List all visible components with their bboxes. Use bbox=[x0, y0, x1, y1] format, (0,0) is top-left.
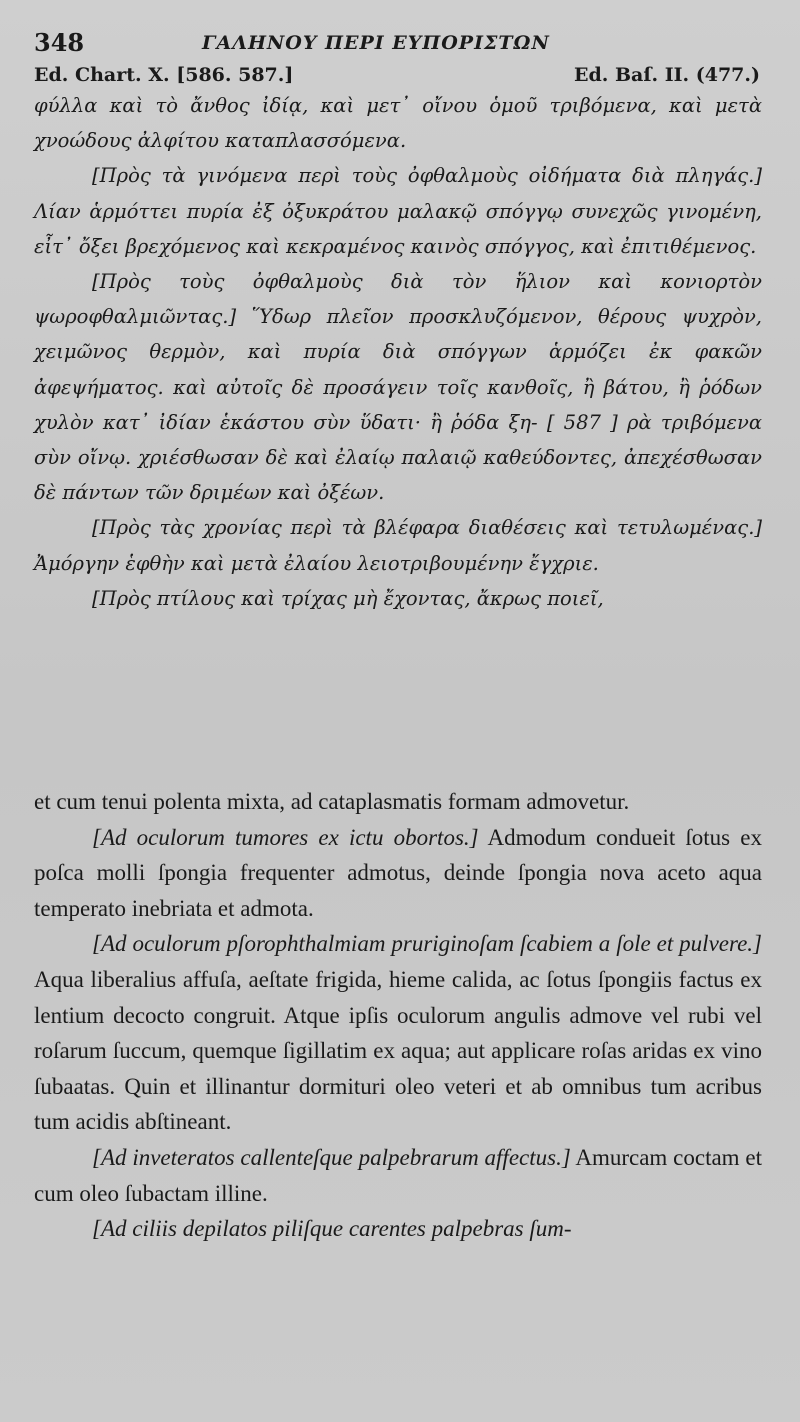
latin-paragraph: et cum tenui polenta mixta, ad cataplasmatis formam admovetur. bbox=[34, 789, 630, 814]
edition-reference-right: Ed. Baſ. II. (477.) bbox=[573, 64, 760, 86]
latin-heading: [Ad oculorum tumores ex ictu obortos.] bbox=[92, 824, 479, 850]
latin-body: Amurcam coctam et cum oleo ſubactam illine. bbox=[34, 1144, 762, 1206]
edition-reference-left: Ed. Chart. X. [586. 587.] bbox=[34, 64, 294, 86]
latin-heading: [Ad inveteratos callenteſque palpebrarum affectus.] bbox=[92, 1144, 571, 1170]
greek-text-block bbox=[34, 88, 762, 616]
latin-paragraph bbox=[34, 1211, 762, 1247]
greek-paragraph: [Πρὸς πτίλους καὶ τρίχας μὴ ἔχοντας, ἄκρως ποιεῖ, bbox=[92, 586, 604, 610]
page-number: 348 bbox=[34, 28, 85, 57]
latin-text-block bbox=[34, 784, 762, 1247]
greek-paragraph: φύλλα καὶ τὸ ἄνθος ἰδίᾳ, καὶ μετ᾽ οἴνου ὁμοῦ τριβόμενα, καὶ μετὰ χνοώδους ἀλφίτου καταπλασσόμενα. bbox=[34, 94, 762, 153]
latin-heading: [Ad ciliis depilatos piliſque carentes palpebras ſum- bbox=[92, 1216, 572, 1242]
page-header bbox=[34, 28, 760, 62]
edition-reference-row bbox=[34, 64, 760, 88]
greek-paragraph: [Πρὸς τὰ γινόμενα περὶ τοὺς ὀφθαλμοὺς οἰδήματα διὰ πληγάς.] Λίαν ἁρμόττει πυρία ἐξ ὀξυκράτου μαλακῷ σπόγγῳ συνεχῶς γινομένη, εἶτ᾽ ὄξει βρεχόμενος καὶ κεκραμένος καινὸς σπόγγος, καὶ ἐπιτιθέμενος. bbox=[34, 164, 762, 258]
latin-paragraph bbox=[34, 820, 762, 927]
greek-paragraph: [Πρὸς τοὺς ὀφθαλμοὺς διὰ τὸν ἥλιον καὶ κονιορτὸν ψωροφθαλμιῶντας.] Ὕδωρ πλεῖον προσκλυζόμενον, θέρους ψυχρὸν, χειμῶνος θερμὸν, καὶ πυρία διὰ σπόγγων ἁρμόζει ἐκ φακῶν ἀφεψήματος. καὶ αὐτοῖς δὲ προσάγειν τοῖς κανθοῖς, ἢ βάτου, ἢ ῥόδων χυλὸν κατ᾽ ἰδίαν ἑκάστου σὺν ὕδατι· ἢ ῥόδα ξη- [ 587 ] ρὰ τριβόμενα σὺν οἴνῳ. χριέσθωσαν δὲ καὶ ἐλαίῳ παλαιῷ καθεύδοντες, ἀπεχέσθωσαν δὲ πάντων τῶν δριμέων καὶ ὀξέων. bbox=[34, 270, 762, 505]
latin-paragraph bbox=[34, 926, 762, 1140]
latin-body: Aqua liberalius affuſa, aeſtate frigida, hieme calida, ac ſotus ſpongiis factus ex lentium decocto congruit. Atque ipſis oculorum angulis admove vel rubi vel roſarum ſuccum, quemque ſigillatim ex aqua; aut applicare roſas aridas ex vino ſubaatas. Quin et illinantur dormituri oleo veteri et ab omnibus tum acribus tum acidis abſtineant. bbox=[34, 966, 762, 1135]
running-title: ΓΑΛΗΝΟΥ ΠΕΡΙ ΕΥΠΟΡΙΣΤΩΝ bbox=[202, 32, 550, 54]
latin-heading: [Ad oculorum pſorophthalmiam pruriginoſam ſcabiem a ſole et pulvere.] bbox=[92, 931, 762, 957]
latin-paragraph bbox=[34, 1140, 762, 1211]
latin-body: Admodum condueit ſotus ex poſca molli ſpongia frequenter admotus, deinde ſpongia nova aceto aqua temperato inebriata et admota. bbox=[34, 824, 762, 921]
greek-paragraph: [Πρὸς τὰς χρονίας περὶ τὰ βλέφαρα διαθέσεις καὶ τετυλωμένας.] Ἀμόργην ἑφθὴν καὶ μετὰ ἐλαίου λειοτριβουμένην ἔγχριε. bbox=[34, 516, 762, 575]
